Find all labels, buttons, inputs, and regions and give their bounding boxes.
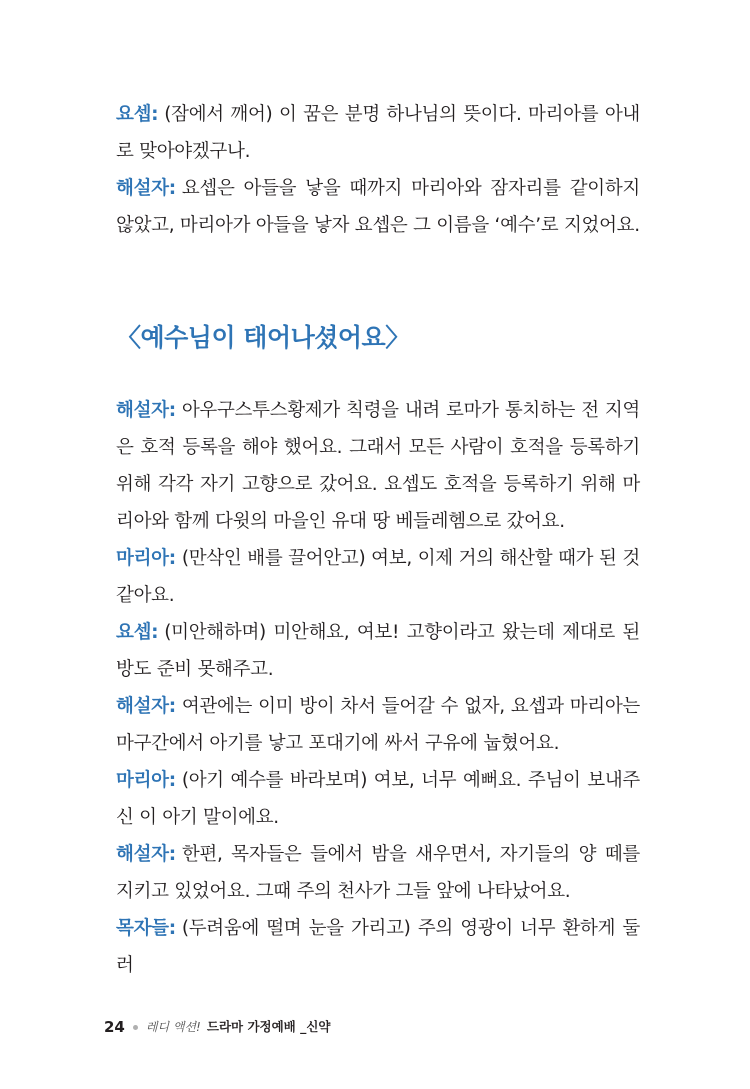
dialogue-text: (두려움에 떨며 눈을 가리고) 주의 영광이 너무 환하게 둘러 xyxy=(116,918,640,976)
speaker-label: 해설자: xyxy=(116,844,176,865)
speaker-label: 마리아: xyxy=(116,770,176,791)
dialogue-yoseph-2 xyxy=(116,614,640,688)
series-name: 레디 액션! xyxy=(145,1020,201,1034)
narration-2 xyxy=(116,392,640,540)
section-title: 〈예수님이 태어나셨어요〉 xyxy=(116,323,410,352)
page-footer xyxy=(104,1017,331,1037)
page-number: 24 xyxy=(104,1018,125,1036)
dialogue-text: (미안해하며) 미안해요, 여보! 고향이라고 왔는데 제대로 된 방도 준비 못해주고. xyxy=(116,622,640,680)
dialogue-text: (아기 예수를 바라보며) 여보, 너무 예뻐요. 주님이 보내주신 이 아기 말이에요. xyxy=(116,770,640,828)
book-title: 드라마 가정예배 _신약 xyxy=(206,1019,331,1034)
narration-3 xyxy=(116,688,640,762)
speaker-label: 해설자: xyxy=(116,178,176,199)
speaker-label: 요셉: xyxy=(116,104,159,125)
dialogue-text: 요셉은 아들을 낳을 때까지 마리아와 잠자리를 같이하지 않았고, 마리아가 아들을 낳자 요셉은 그 이름을 ‘예수’로 지었어요. xyxy=(116,178,640,236)
speaker-label: 목자들: xyxy=(116,918,176,939)
narration-1 xyxy=(116,170,640,244)
dialogue-text: 여관에는 이미 방이 차서 들어갈 수 없자, 요셉과 마리아는 마구간에서 아기를 낳고 포대기에 싸서 구유에 눕혔어요. xyxy=(116,696,640,754)
dialogue-text: 한편, 목자들은 들에서 밤을 새우면서, 자기들의 양 떼를 지키고 있었어요. 그때 주의 천사가 그들 앞에 나타났어요. xyxy=(116,844,640,902)
speaker-label: 마리아: xyxy=(116,548,176,569)
speaker-label: 해설자: xyxy=(116,400,176,421)
speaker-label: 요셉: xyxy=(116,622,159,643)
dialogue-shepherds-1 xyxy=(116,910,640,984)
dialogue-maria-2 xyxy=(116,762,640,836)
dialogue-maria-1 xyxy=(116,540,640,614)
dialogue-text: (잠에서 깨어) 이 꿈은 분명 하나님의 뜻이다. 마리아를 아내로 맞아야겠구나. xyxy=(116,104,640,162)
dialogue-yoseph-1 xyxy=(116,96,640,170)
narration-4 xyxy=(116,836,640,910)
speaker-label: 해설자: xyxy=(116,696,176,717)
bullet-dot-icon xyxy=(133,1025,138,1030)
dialogue-text: 아우구스투스황제가 칙령을 내려 로마가 통치하는 전 지역은 호적 등록을 해야 했어요. 그래서 모든 사람이 호적을 등록하기 위해 각각 자기 고향으로 갔어요. 요셉도 호적을 등록하기 위해 마리아와 함께 다윗의 마을인 유대 땅 베들레헴으로 갔어요. xyxy=(116,400,640,532)
dialogue-text: (만삭인 배를 끌어안고) 여보, 이제 거의 해산할 때가 된 것 같아요. xyxy=(116,548,640,606)
